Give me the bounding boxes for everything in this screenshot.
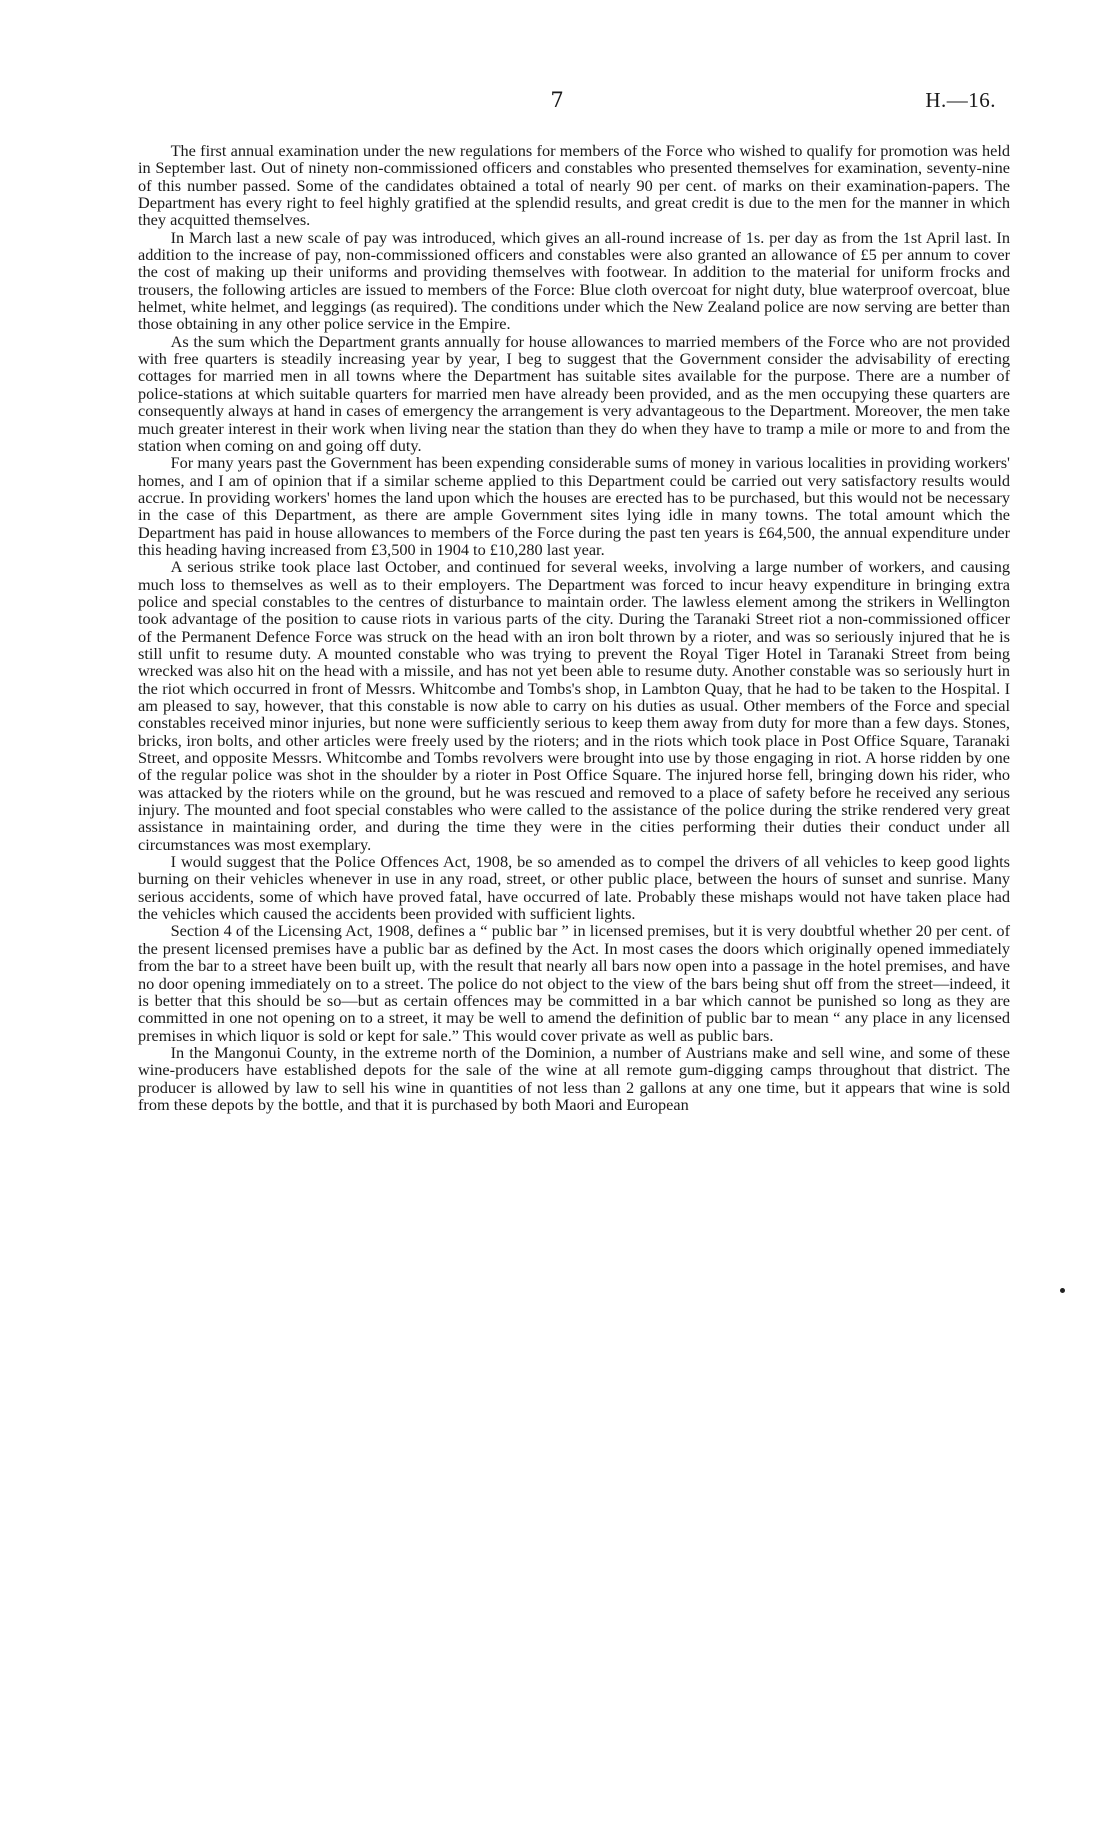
paragraph-strike: A serious strike took place last October, and continued for several weeks, involving a large number of workers, and causing much loss to themselves as well as to their employers. The Department was forced to incur heavy expenditure in bringing extra police and special constables to the centres of disturbance to maintain order. The lawless element among the strikers in Wellington took advantage of the position to cause riots in various parts of the city. During the Taranaki Street riot a non-commissioned officer of the Permanent Defence Force was struck on the head with an iron bolt thrown by a rioter, and was so seriously injured that he is still unfit to resume duty. A mounted constable who was trying to prevent the Royal Tiger Hotel in Taranaki Street from being wrecked was also hit on the head with a missile, and has not yet been able to resume duty. Another constable was so seriously hurt in the riot which occurred in front of Messrs. Whitcombe and Tombs's shop, in Lambton Quay, that he had to be taken to the Hospital. I am pleased to say, however, that this constable is now able to carry on his duties as usual. Other members of the Force and special constables received minor injuries, but none were sufficiently serious to keep them away from duty for more than a few days. Stones, bricks, iron bolts, and other articles were freely used by the rioters; and in the riots which took place in Post Office Square, Taranaki Street, and opposite Messrs. Whitcombe and Tombs revolvers were brought into use by those engaging in riot. A horse ridden by one of the regular police was shot in the shoulder by a rioter in Post Office Square. The injured horse fell, bringing down his rider, who was attacked by the rioters while on the ground, but he was rescued and removed to a place of safety before he received any serious injury. The mounted and foot special constables who were called to the assistance of the police during the strike rendered very great assistance in maintaining order, and during the time they were in the cities performing their duties their conduct under all circumstances was most exemplary. — [138, 557, 1010, 854]
page-number: 7 — [550, 88, 564, 112]
paragraph-workers-homes: For many years past the Government has been expending considerable sums of money in various localities in providing workers' homes, and I am of opinion that if a similar scheme applied to this Department could be carried out very satisfactory results would accrue. In providing workers' homes the land upon which the houses are erected has to be purchased, but this would not be necessary in the case of this Department, as there are ample Government sites lying idle in many towns. The total amount which the Department has paid in house allowances to members of the Force during the past ten years is £64,500, the annual expenditure under this heading having increased from £3,500 in 1904 to £10,280 last year. — [138, 453, 1010, 559]
paragraph-examination: The first annual examination under the new regulations for members of the Force who wished to qualify for promotion was held in September last. Out of ninety non-commissioned officers and constables who presented themselves for examination, seventy-nine of this number passed. Some of the candidates obtained a total of nearly 90 per cent. of marks on their examination-papers. The Department has every right to feel highly gratified at the splendid results, and great credit is due to the men for the manner in which they acquitted themselves. — [138, 141, 1010, 230]
paragraph-vehicle-lights: I would suggest that the Police Offences Act, 1908, be so amended as to compel the drivers of all vehicles to keep good lights burning on their vehicles whenever in use in any road, street, or other public place, between the hours of sunset and sunrise. Many serious accidents, some of which have proved fatal, have occurred of late. Probably these mishaps would not have taken place had the vehicles which caused the accidents been provided with sufficient lights. — [138, 852, 1010, 924]
margin-mark — [1060, 1288, 1065, 1293]
document-reference: H.—16. — [925, 88, 996, 112]
paragraph-mangonui-wine: In the Mangonui County, in the extreme north of the Dominion, a number of Austrians make and sell wine, and some of these wine-producers have established depots for the sale of the wine at all remote gum-digging camps throughout that district. The producer is allowed by law to sell his wine in quantities of not less than 2 gallons at any one time, but it appears that wine is sold from these depots by the bottle, and that it is purchased by both Maori and European — [138, 1042, 1010, 1114]
body-text — [138, 142, 1010, 1113]
paragraph-pay-scale: In March last a new scale of pay was introduced, which gives an all-round increase of 1s. per day as from the 1st April last. In addition to the increase of pay, non-commissioned officers and constables were also granted an allowance of £5 per annum to cover the cost of making up their uniforms and providing themselves with footwear. In addition to the material for uniform frocks and trousers, the following articles are issued to members of the Force: Blue cloth overcoat for night duty, blue waterproof overcoat, blue helmet, white helmet, and leggings (as required). The conditions under which the New Zealand police are now serving are better than those obtaining in any other police service in the Empire. — [138, 227, 1010, 334]
paragraph-licensing-act: Section 4 of the Licensing Act, 1908, defines a “ public bar ” in licensed premises, but it is very doubtful whether 20 per cent. of the present licensed premises have a public bar as defined by the Act. In most cases the doors which originally opened immediately from the bar to a street have been built up, with the result that nearly all bars now open into a passage in the hotel premises, and have no door opening immediately on to a street. The police do not object to the view of the bars being shut off from the street—indeed, it is better that this should be so—but as certain offences may be committed in a bar which cannot be punished so long as they are committed in one not opening on to a street, it may be well to amend the definition of public bar to mean “ any place in any licensed premises in which liquor is sold or kept for sale.” This would cover private as well as public bars. — [138, 921, 1010, 1045]
paragraph-house-allowances: As the sum which the Department grants annually for house allowances to married members of the Force who are not provided with free quarters is steadily increasing year by year, I beg to suggest that the Government consider the advisability of erecting cottages for married men in all towns where the Department has suitable sites available for the purpose. There are a number of police-stations at which suitable quarters for married men have already been provided, and as the men occupying these quarters are consequently always at hand in cases of emergency the arrangement is very advantageous to the Department. Moreover, the men take much greater interest in their work when living near the station than they do when they have to tramp a mile or more to and from the station when coming on and going off duty. — [138, 331, 1010, 455]
page-header — [0, 88, 1114, 118]
